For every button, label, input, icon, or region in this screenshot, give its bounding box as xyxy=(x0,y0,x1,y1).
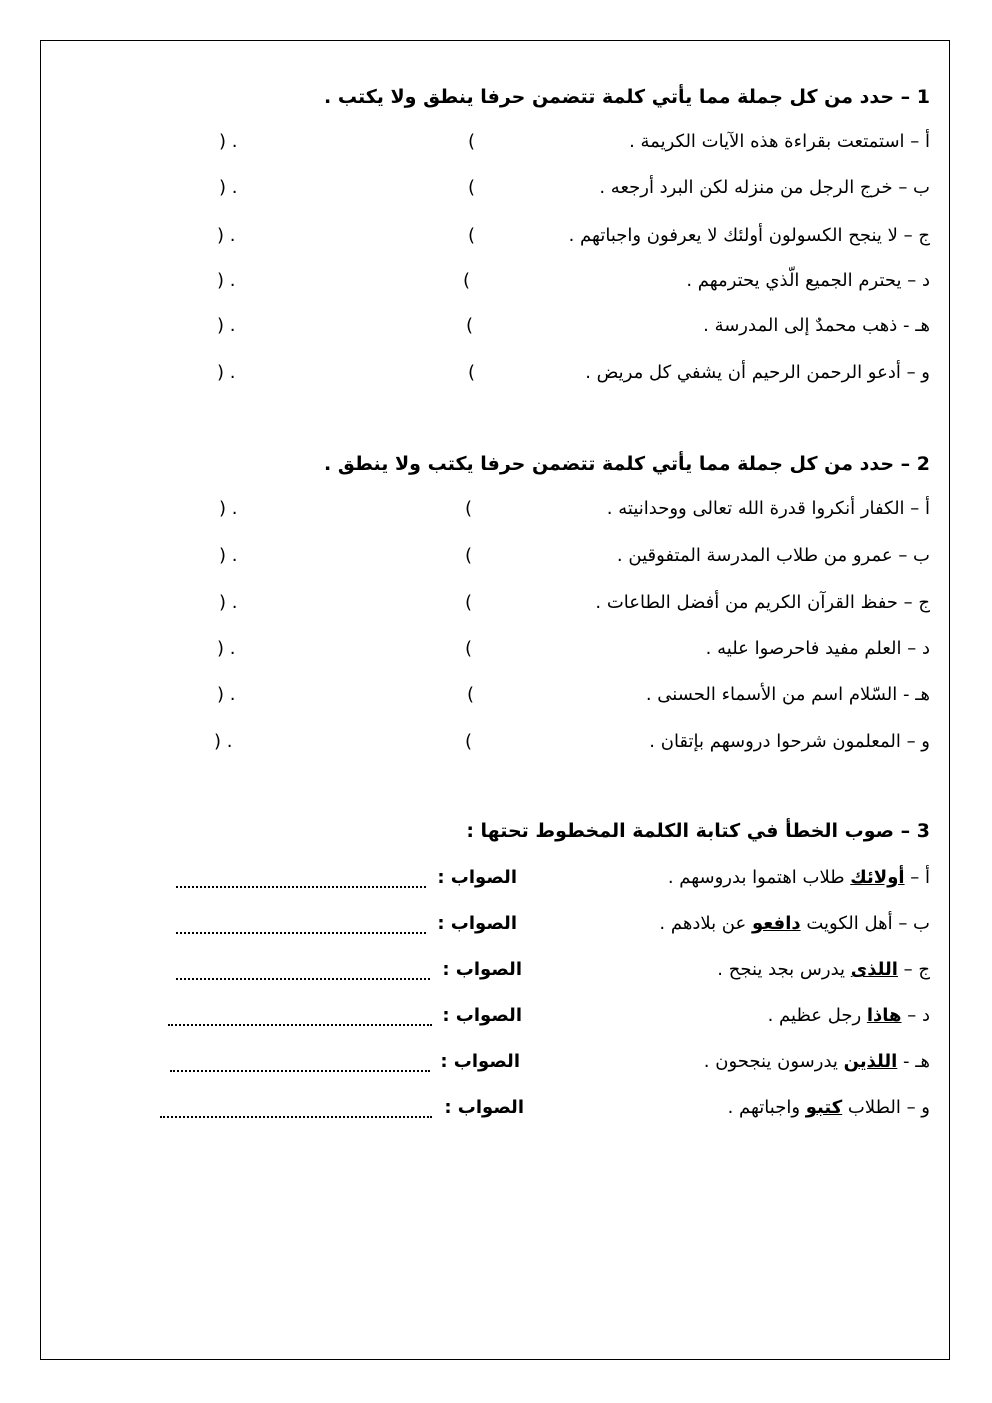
open-paren: ( xyxy=(465,638,473,659)
s3-item-4 xyxy=(0,1005,992,1035)
question-text: هـ - السّلام اسم من الأسماء الحسنى . xyxy=(645,684,930,705)
open-paren: ( xyxy=(465,545,473,566)
question-text: و – أدعو الرحمن الرحيم أن يشفي كل مريض . xyxy=(585,362,930,383)
open-paren: ( xyxy=(467,684,475,705)
question-text: ج – حفظ القرآن الكريم من أفضل الطاعات . xyxy=(595,592,930,613)
close-paren: ) . xyxy=(219,131,238,152)
question-text: أ – استمتعت بقراءة هذه الآيات الكريمة . xyxy=(629,131,930,152)
s1-item-5 xyxy=(0,315,992,345)
misspelled-word: أولائك xyxy=(850,867,905,888)
close-paren: ) . xyxy=(217,638,236,659)
answer-blank[interactable] xyxy=(170,1070,430,1072)
s3-item-5 xyxy=(0,1051,992,1081)
close-paren: ) . xyxy=(217,225,236,246)
close-paren: ) . xyxy=(217,270,236,291)
close-paren: ) . xyxy=(214,731,233,752)
close-paren: ) . xyxy=(219,592,238,613)
misspelled-word: دافعو xyxy=(751,913,801,934)
correction-sentence: أ – أولائك طلاب اهتموا بدروسهم . xyxy=(667,867,930,888)
question-text: ب – خرج الرجل من منزله لكن البرد أرجعه . xyxy=(599,177,930,198)
section-1-title: 1 – حدد من كل جملة مما يأتي كلمة تتضمن حرفا ينطق ولا يكتب . xyxy=(324,86,930,108)
question-text: د – يحترم الجميع الّذي يحترمهم . xyxy=(686,270,930,291)
answer-label: الصواب : xyxy=(437,913,517,934)
answer-label: الصواب : xyxy=(442,959,522,980)
s2-item-5 xyxy=(0,684,992,714)
misspelled-word: اللذين xyxy=(843,1051,898,1072)
answer-blank[interactable] xyxy=(176,932,426,934)
question-text: د – العلم مفيد فاحرصوا عليه . xyxy=(705,638,930,659)
correction-sentence: د – هاذا رجل عظيم . xyxy=(767,1005,930,1026)
open-paren: ( xyxy=(463,270,471,291)
s3-item-6 xyxy=(0,1097,992,1127)
answer-label: الصواب : xyxy=(437,867,517,888)
question-text: أ – الكفار أنكروا قدرة الله تعالى ووحدانيته . xyxy=(606,498,930,519)
s3-item-2 xyxy=(0,913,992,943)
answer-label: الصواب : xyxy=(442,1005,522,1026)
question-text: ج – لا ينجح الكسولون أولئك لا يعرفون واجباتهم . xyxy=(568,225,930,246)
s1-item-4 xyxy=(0,270,992,300)
close-paren: ) . xyxy=(217,684,236,705)
correction-sentence: ج – اللذى يدرس بجد ينجح . xyxy=(717,959,930,980)
open-paren: ( xyxy=(465,498,473,519)
answer-label: الصواب : xyxy=(440,1051,520,1072)
open-paren: ( xyxy=(468,131,476,152)
correction-sentence: هـ - اللذين يدرسون ينجحون . xyxy=(703,1051,930,1072)
s1-item-3 xyxy=(0,225,992,255)
open-paren: ( xyxy=(465,592,473,613)
misspelled-word: كتبو xyxy=(805,1097,843,1118)
s1-item-6 xyxy=(0,362,992,392)
open-paren: ( xyxy=(468,225,476,246)
s1-item-1 xyxy=(0,131,992,161)
s2-item-4 xyxy=(0,638,992,668)
section-3-title: 3 – صوب الخطأ في كتابة الكلمة المخطوط تحتها : xyxy=(466,820,930,842)
close-paren: ) . xyxy=(219,498,238,519)
s2-item-6 xyxy=(0,731,992,761)
answer-blank[interactable] xyxy=(168,1024,432,1026)
correction-sentence: ب – أهل الكويت دافعو عن بلادهم . xyxy=(659,913,930,934)
close-paren: ) . xyxy=(217,362,236,383)
question-text: و – المعلمون شرحوا دروسهم بإتقان . xyxy=(649,731,930,752)
answer-blank[interactable] xyxy=(160,1116,432,1118)
section-2-title: 2 – حدد من كل جملة مما يأتي كلمة تتضمن حرفا يكتب ولا ينطق . xyxy=(324,453,930,475)
answer-blank[interactable] xyxy=(176,978,430,980)
misspelled-word: هاذا xyxy=(866,1005,902,1026)
open-paren: ( xyxy=(468,177,476,198)
correction-sentence: و – الطلاب كتبو واجباتهم . xyxy=(727,1097,930,1118)
s2-item-2 xyxy=(0,545,992,575)
s2-item-3 xyxy=(0,592,992,622)
question-text: هـ - ذهب محمدٌ إلى المدرسة . xyxy=(703,315,930,336)
answer-label: الصواب : xyxy=(444,1097,524,1118)
s2-item-1 xyxy=(0,498,992,528)
open-paren: ( xyxy=(466,315,474,336)
close-paren: ) . xyxy=(219,177,238,198)
question-text: ب – عمرو من طلاب المدرسة المتفوقين . xyxy=(616,545,930,566)
open-paren: ( xyxy=(468,362,476,383)
answer-blank[interactable] xyxy=(176,886,426,888)
close-paren: ) . xyxy=(219,545,238,566)
s1-item-2 xyxy=(0,177,992,207)
s3-item-3 xyxy=(0,959,992,989)
misspelled-word: اللذى xyxy=(850,959,898,980)
open-paren: ( xyxy=(465,731,473,752)
s3-item-1 xyxy=(0,867,992,897)
close-paren: ) . xyxy=(217,315,236,336)
